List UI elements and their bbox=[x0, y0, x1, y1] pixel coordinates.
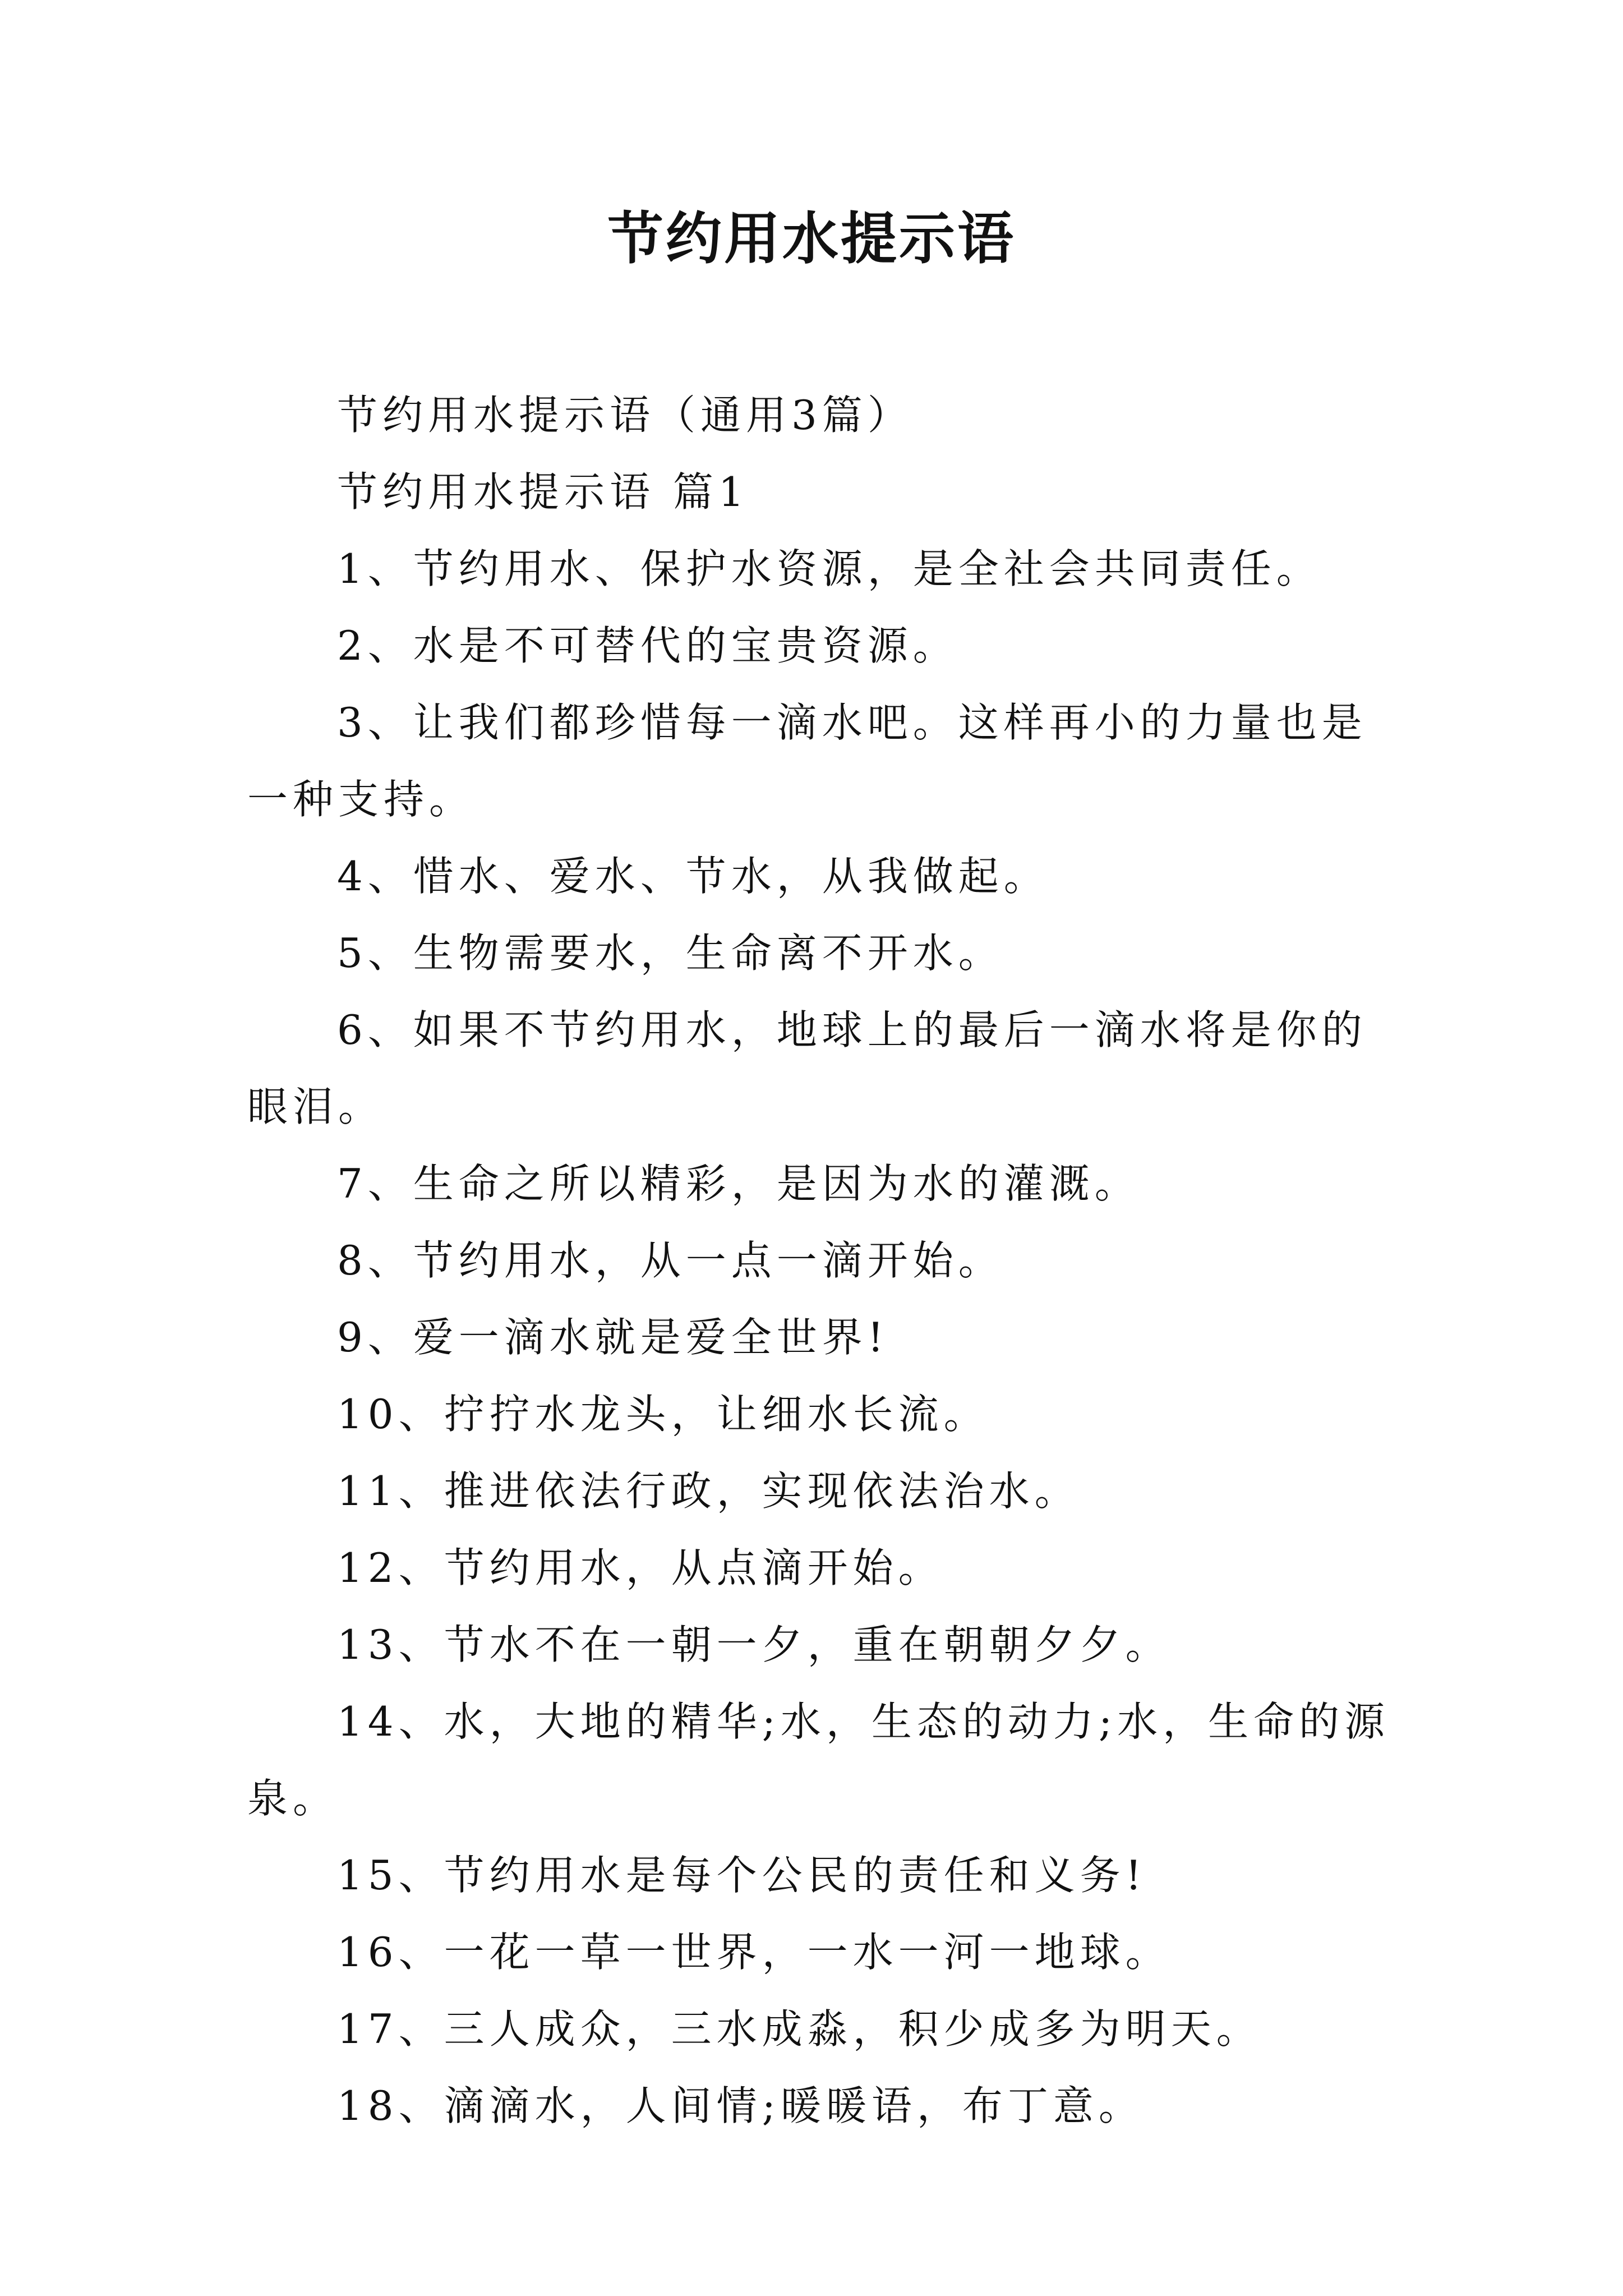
slogan-item: 12、节约用水，从点滴开始。 bbox=[337, 1544, 944, 1591]
slogan-item: 17、三人成众，三水成淼，积少成多为明天。 bbox=[337, 2005, 1262, 2053]
slogan-item: 7、生命之所以精彩，是因为水的灌溉。 bbox=[337, 1160, 1140, 1207]
slogan-item: 18、滴滴水，人间情;暖暖语，布丁意。 bbox=[337, 2082, 1144, 2129]
subtitle-line: 节约用水提示语（通用3篇） bbox=[337, 392, 913, 439]
slogan-item: 15、节约用水是每个公民的责任和义务! bbox=[337, 1852, 1147, 1899]
slogan-item: 1、节约用水、保护水资源，是全社会共同责任。 bbox=[337, 545, 1322, 592]
slogan-item: 5、生物需要水，生命离不开水。 bbox=[337, 930, 1004, 977]
slogan-item: 6、如果不节约用水，地球上的最后一滴水将是你的眼泪。 bbox=[247, 1006, 1367, 1130]
section-heading: 节约用水提示语 篇1 bbox=[337, 468, 749, 516]
slogan-item: 11、推进依法行政，实现依法治水。 bbox=[337, 1467, 1080, 1515]
slogan-item: 2、水是不可替代的宝贵资源。 bbox=[337, 622, 958, 669]
slogan-item: 16、一花一草一世界，一水一河一地球。 bbox=[337, 1929, 1171, 1976]
slogan-item: 10、拧拧水龙头，让细水长流。 bbox=[337, 1391, 989, 1438]
document-title: 节约用水提示语 bbox=[607, 205, 1016, 272]
slogan-item: 8、节约用水，从一点一滴开始。 bbox=[337, 1237, 1004, 1284]
slogan-item: 13、节水不在一朝一夕，重在朝朝夕夕。 bbox=[337, 1621, 1171, 1668]
slogan-item: 4、惜水、爱水、节水，从我做起。 bbox=[337, 853, 1049, 900]
slogan-item: 3、让我们都珍惜每一滴水吧。这样再小的力量也是一种支持。 bbox=[247, 699, 1367, 823]
document-body bbox=[247, 377, 1397, 2145]
slogan-item: 14、水，大地的精华;水，生态的动力;水，生命的源泉。 bbox=[247, 1698, 1390, 1822]
slogan-item: 9、爱一滴水就是爱全世界! bbox=[337, 1314, 889, 1361]
